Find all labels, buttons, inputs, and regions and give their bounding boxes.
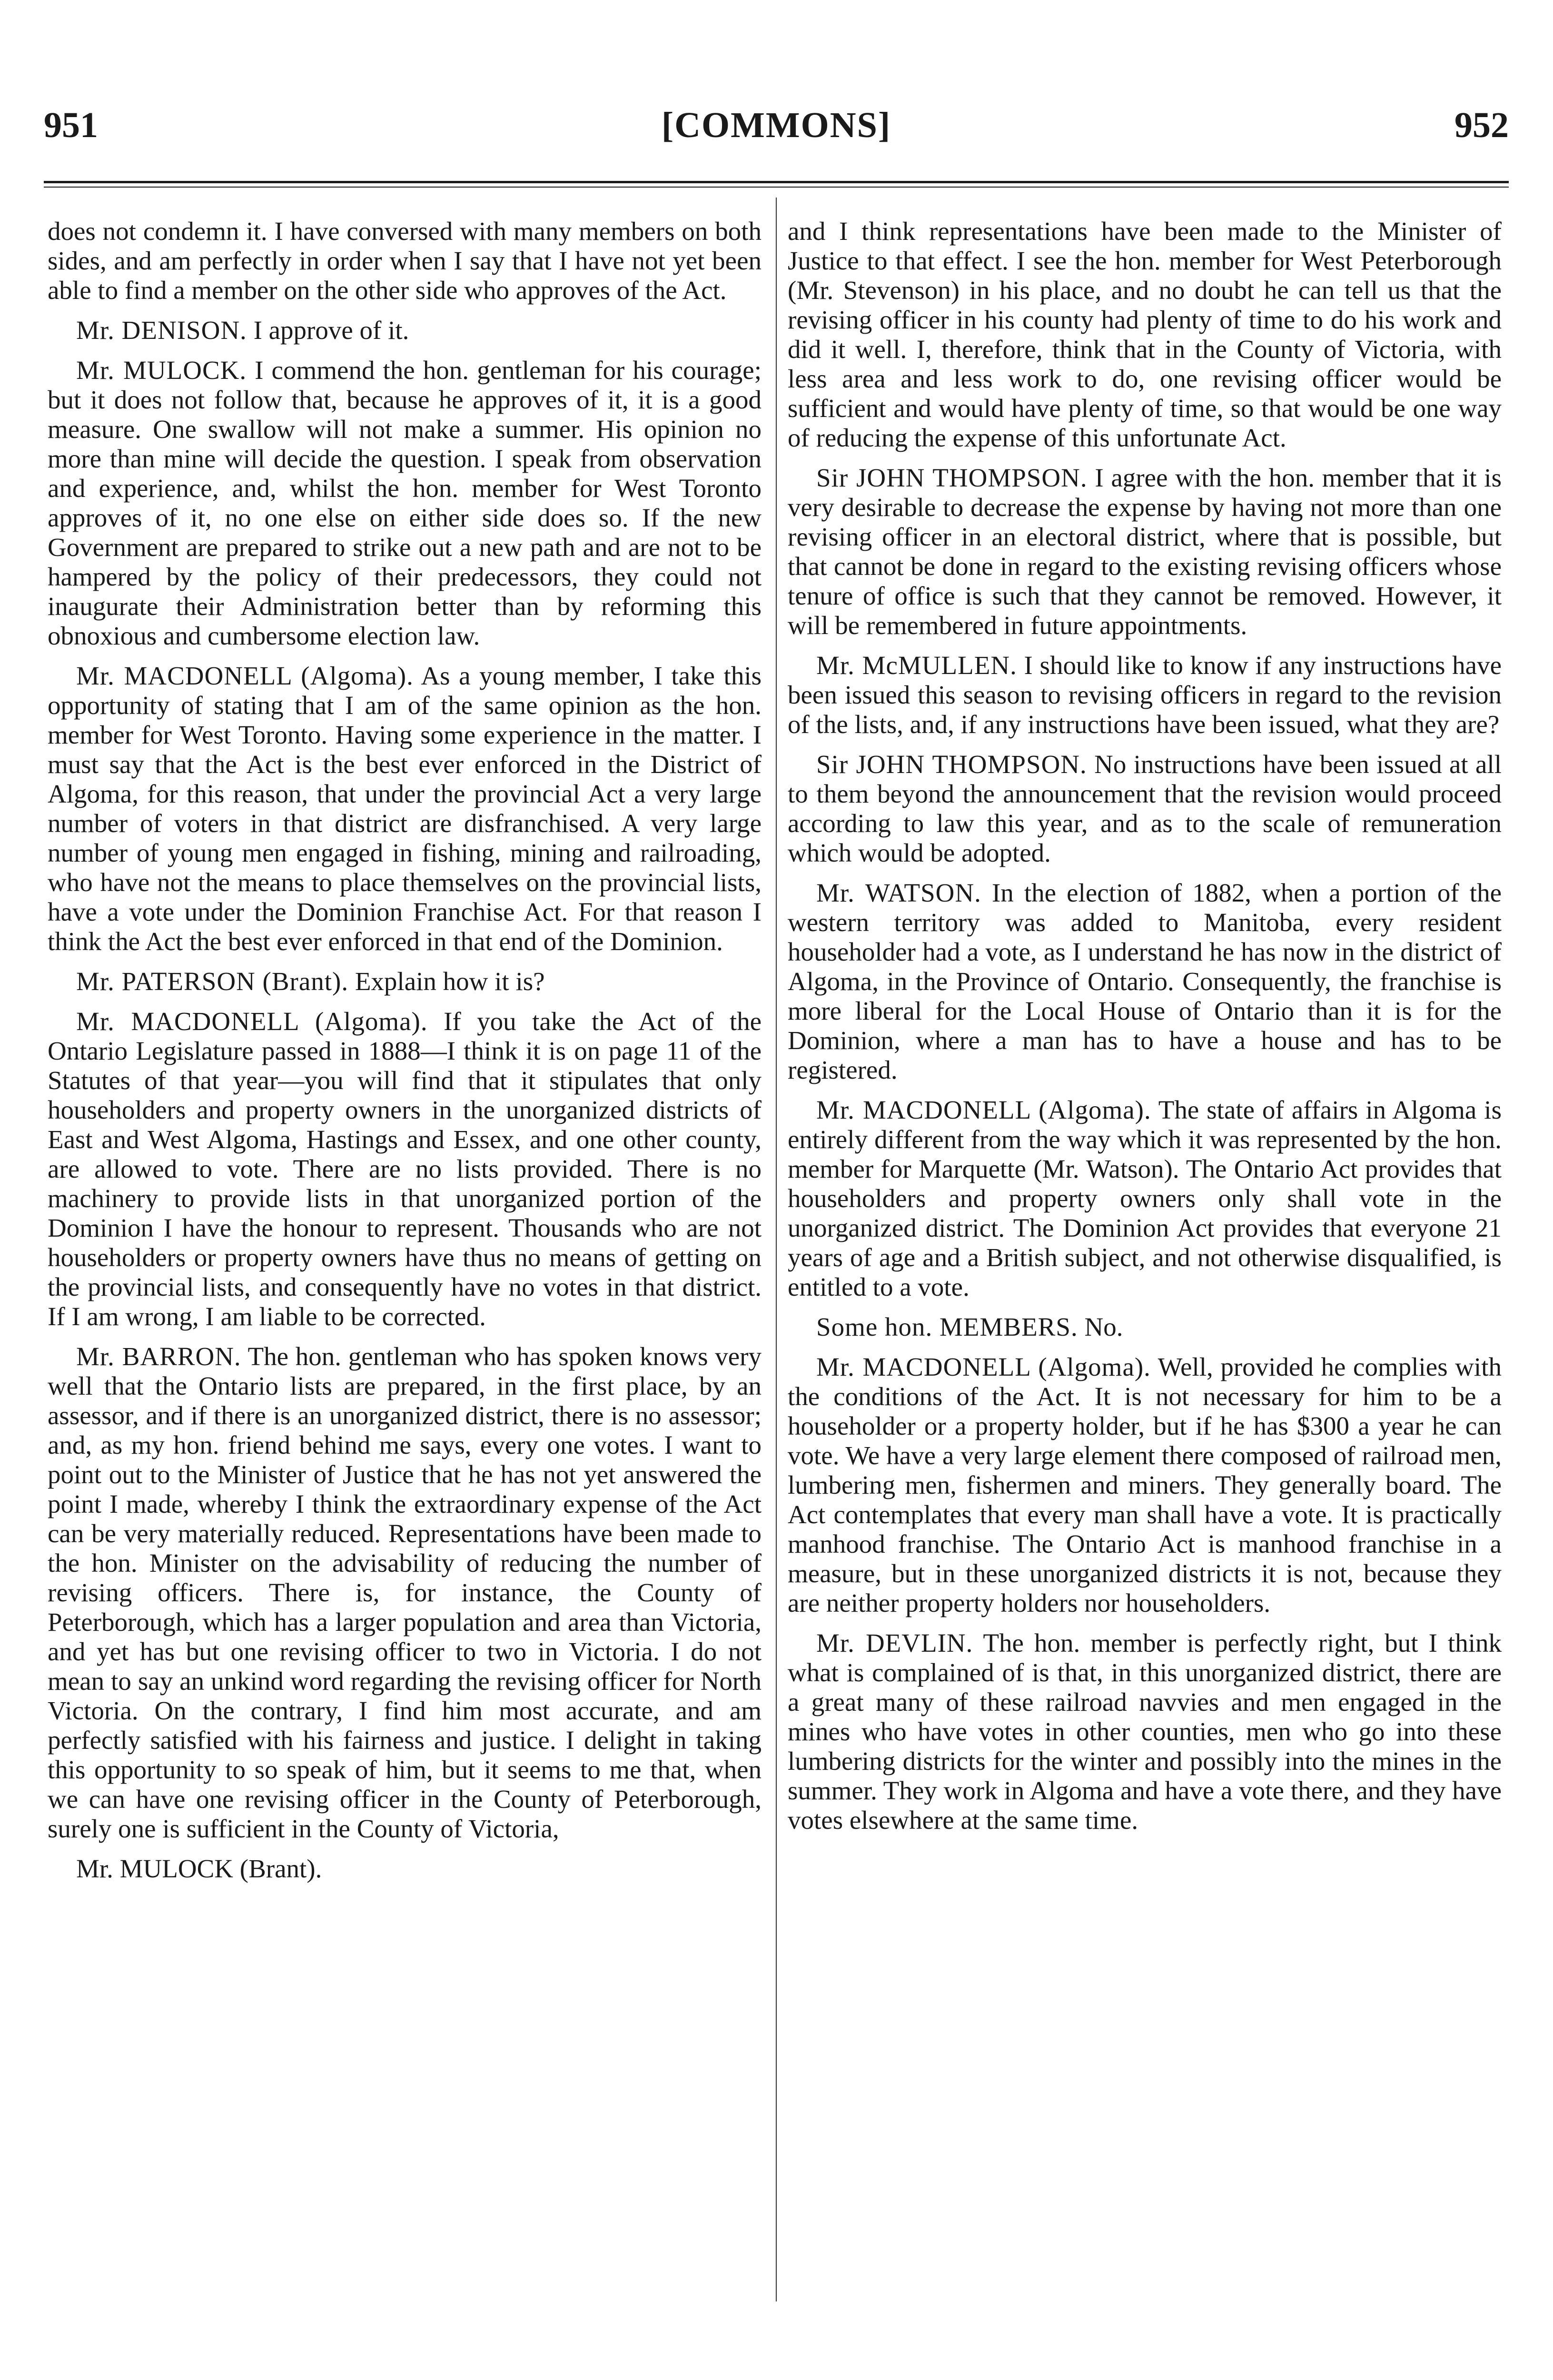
speech-text: In the election of 1882, when a portion of the western territory was added to Manitoba, every resident householder had a vote, as I understand he has now in the district of Algoma, in the Province of Ontario. Consequently, the franchise is more liberal for the Local House of Ontario than it is for the Dominion, where a man has to have a house and has to be registered. — [788, 878, 1502, 1084]
speech-paragraph — [48, 1007, 762, 1331]
left-column — [48, 217, 762, 1884]
column-divider — [776, 198, 777, 2301]
page-header — [44, 104, 1509, 147]
speech-text: I should like to know if any instructions have been issued this season to revising officers in regard to the revision of the lists, and, if any instructions have been issued, what they are? — [788, 651, 1502, 739]
speaker-name: Mr. BARRON. — [76, 1342, 241, 1371]
speech-text: The state of affairs in Algoma is entirely different from the way which it was represented by the hon. member for Marquette (Mr. Watson). The Ontario Act provides that householders and property owners only shall vote in the unorganized district. The Dominion Act provides that everyone 21 years of age and a British subject, and not otherwise disqualified, is entitled to a vote. — [788, 1095, 1502, 1301]
speech-paragraph — [48, 1342, 762, 1844]
speaker-name: Sir JOHN THOMPSON. — [816, 750, 1087, 779]
speech-text: If you take the Act of the Ontario Legislature passed in 1888—I think it is on page 11 of the Statutes of that year—you will find that it stipulates that only householders and property owners in the unorganized districts of East and West Algoma, Hastings and Essex, and one other county, are allowed to vote. There are no lists provided. There is no machinery to provide lists in that unorganized portion of the Dominion I have the honour to represent. Thousands who are not householders or property owners have thus no means of getting on the provincial lists, and consequently have no votes in that district. If I am wrong, I am liable to be corrected. — [48, 1007, 762, 1331]
speech-text: and I think representations have been made to the Minister of Justice to that effect. I see the hon. member for West Peterborough (Mr. Stevenson) in his place, and no doubt he can tell us that the revising officer in his county had plenty of time to do his work and did it well. I, therefore, think that in the County of Victoria, with less area and less work to do, one revising officer would be sufficient and would have plenty of time, so that would be one way of reducing the expense of this unfortunate Act. — [788, 217, 1502, 452]
speaker-name: Mr. MACDONELL (Algoma). — [816, 1095, 1151, 1124]
speech-text: The hon. member is perfectly right, but I think what is complained of is that, in this unorganized district, there are a great many of these railroad navvies and men engaged in the mines who have votes in other counties, men who go into these lumbering districts for the winter and possibly into the mines in the summer. They work in Algoma and have a vote there, and they have votes elsewhere at the same time. — [788, 1628, 1502, 1835]
speaker-name: Mr. WATSON. — [816, 878, 981, 907]
speech-text: No instructions have been issued at all to them beyond the announcement that the revision would proceed according to law this year, and as to the scale of remuneration which would be adopted. — [788, 750, 1502, 867]
speaker-name: Some hon. MEMBERS. — [816, 1312, 1078, 1341]
speaker-name: Mr. DEVLIN. — [816, 1628, 973, 1657]
speech-text: Well, provided he complies with the conditions of the Act. It is not necessary for him to be a householder or a property holder, but if he has $300 a year he can vote. We have a very large element there composed of railroad men, lumbering men, fishermen and miners. They generally board. The Act contemplates that every man shall have a vote. It is practically manhood franchise. The Ontario Act is manhood franchise in a measure, but in these unorganized districts it is not, because they are neither property holders nor householders. — [788, 1352, 1502, 1617]
speech-paragraph — [788, 1628, 1502, 1835]
speech-text: As a young member, I take this opportunity of stating that I am of the same opinion as the hon. member for West Toronto. Having some experience in the matter. I must say that the Act is the best ever enforced in the District of Algoma, for this reason, that under the provincial Act a very large number of voters in that district are disfranchised. A very large number of young men engaged in fishing, mining and railroading, who have not the means to place themselves on the provincial lists, have a vote under the Dominion Franchise Act. For that reason I think the Act the best ever enforced in that end of the Dominion. — [48, 661, 762, 956]
page-number-left: 951 — [44, 105, 98, 145]
speech-text: I agree with the hon. member that it is very desirable to decrease the expense by having not more than one revising officer in an electoral district, where that is possible, but that cannot be done in regard to the existing revising officers whose tenure of office is such that they cannot be removed. However, it will be remembered in future appointments. — [788, 463, 1502, 640]
speech-paragraph — [788, 750, 1502, 868]
speaker-name: Mr. DENISON. — [76, 316, 247, 345]
speech-text: does not condemn it. I have conversed with many members on both sides, and am perfectly in order when I say that I have not yet been able to find a member on the other side who approves of the Act. — [48, 217, 762, 305]
header-rule — [44, 181, 1509, 183]
page-number-right: 952 — [1454, 105, 1509, 145]
speaker-name: Mr. MACDONELL (Algoma). — [816, 1352, 1151, 1381]
speech-paragraph — [788, 651, 1502, 739]
header-rule-thin — [44, 187, 1509, 188]
speaker-name: Sir JOHN THOMPSON. — [816, 463, 1088, 492]
speech-text: No. — [1084, 1312, 1123, 1341]
speaker-name: Mr. McMULLEN. — [816, 651, 1017, 680]
speaker-name: Mr. MACDONELL (Algoma). — [76, 661, 414, 690]
speaker-name: Mr. PATERSON (Brant). — [76, 967, 349, 996]
speech-paragraph — [788, 878, 1502, 1085]
speech-paragraph — [48, 217, 762, 305]
right-column — [788, 217, 1502, 1845]
speech-paragraph — [48, 967, 762, 996]
speech-text: Explain how it is? — [355, 967, 545, 996]
speech-paragraph — [788, 1095, 1502, 1302]
speech-paragraph — [788, 463, 1502, 640]
speech-paragraph — [788, 1312, 1502, 1342]
speaker-name: Mr. MULOCK. — [76, 356, 247, 385]
speech-text: The hon. gentleman who has spoken knows very well that the Ontario lists are prepared, in the first place, by an assessor, and if there is an unorganized district, there is no assessor; and, as my hon. friend behind me says, every one votes. I want to point out to the Minister of Justice that he has not yet answered the point I made, whereby I think the extraordinary expense of the Act can be very materially reduced. Representations have been made to the hon. Minister on the advisability of reducing the number of revising officers. There is, for instance, the County of Peterborough, which has a larger population and area than Victoria, and yet has but one revising officer to two in Victoria. I do not mean to say an unkind word regarding the revising officer for North Victoria. On the contrary, I find him most accurate, and am perfectly satisfied with his fairness and justice. I delight in taking this opportunity to so speak of him, but it seems to me that, when we can have one revising officer in the County of Peterborough, surely one is sufficient in the County of Victoria, — [48, 1342, 762, 1843]
speech-paragraph — [788, 1352, 1502, 1618]
left-column-footer: Mr. MULOCK (Brant). — [76, 1854, 322, 1883]
page-title: [COMMONS] — [661, 105, 891, 145]
speech-paragraph — [48, 316, 762, 345]
speech-text: I approve of it. — [253, 316, 409, 345]
speech-paragraph — [788, 217, 1502, 453]
speaker-name: Mr. MACDONELL (Algoma). — [76, 1007, 428, 1036]
speech-paragraph — [48, 356, 762, 651]
speech-text: I commend the hon. gentleman for his courage; but it does not follow that, because he approves of it, it is a good measure. One swallow will not make a summer. His opinion no more than mine will decide the question. I speak from observation and experience, and, whilst the hon. member for West Toronto approves of it, no one else on either side does so. If the new Government are prepared to strike out a new path and are not to be hampered by the policy of their predecessors, they could not inaugurate their Administration better than by reforming this obnoxious and cumbersome election law. — [48, 356, 762, 650]
speech-paragraph — [48, 661, 762, 956]
